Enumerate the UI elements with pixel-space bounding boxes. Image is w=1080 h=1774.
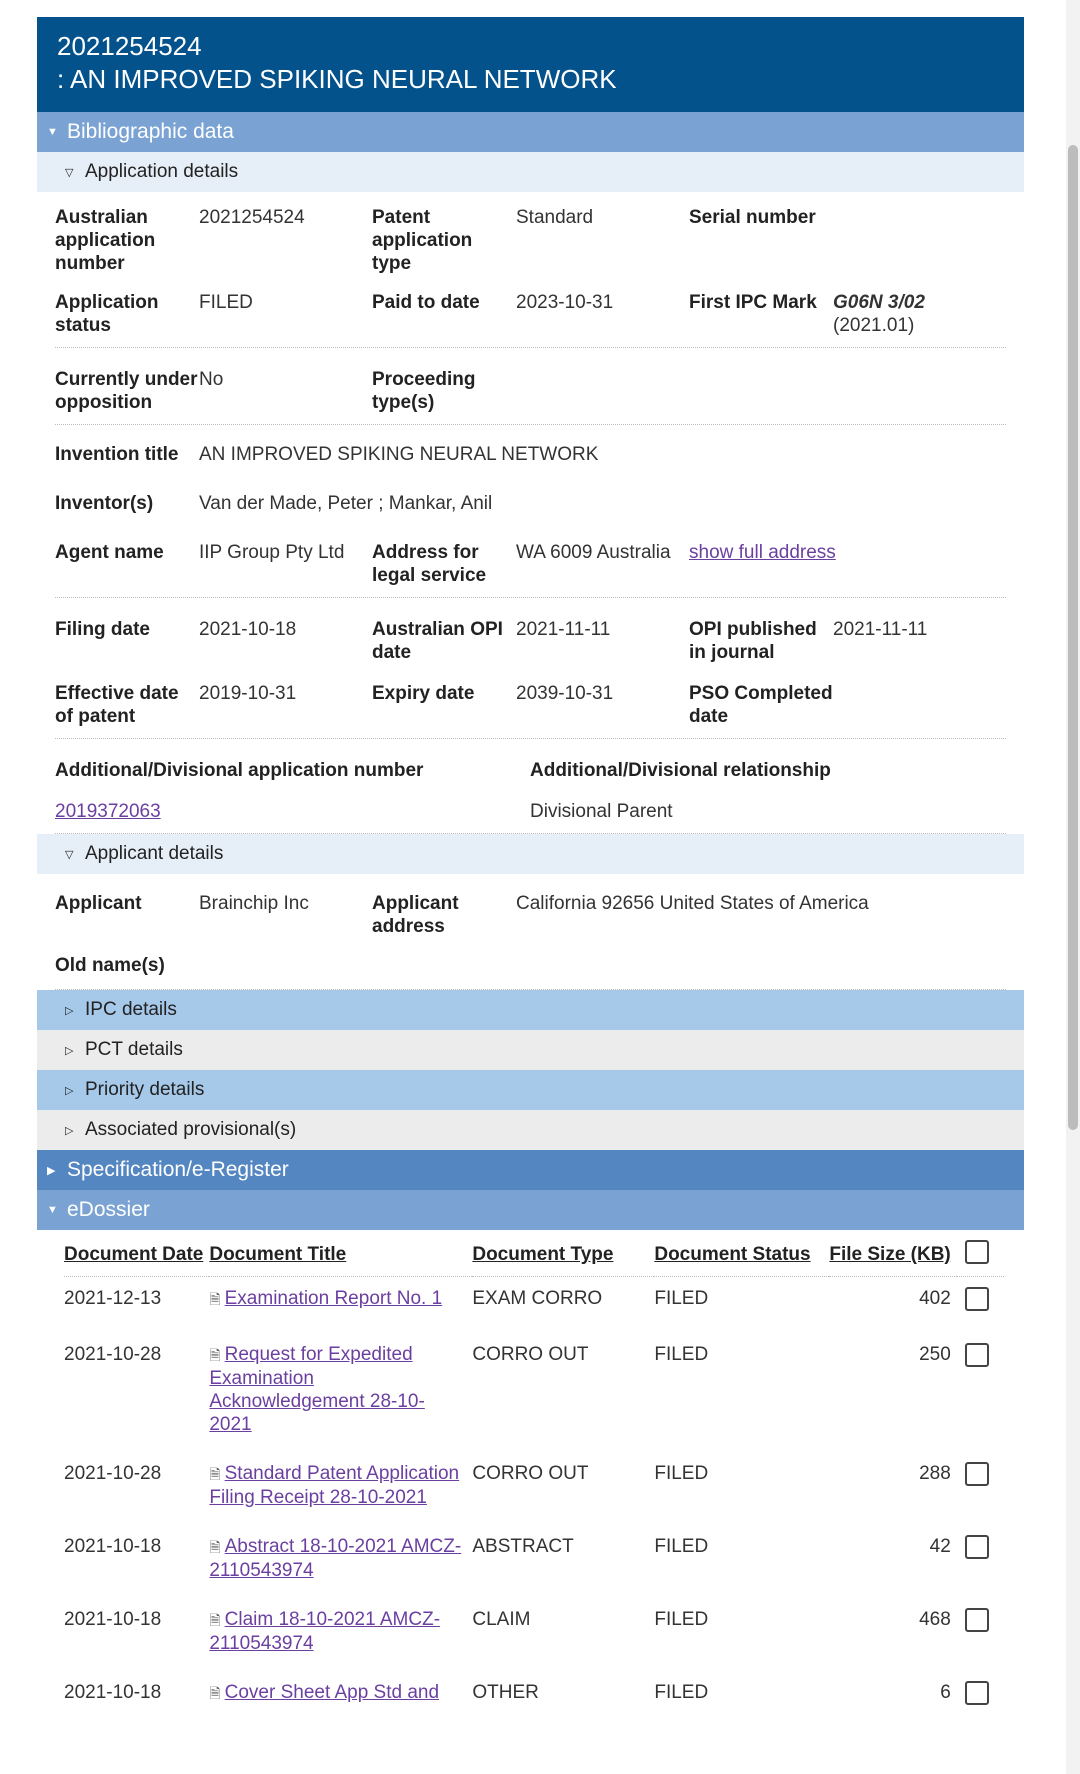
edossier-table xyxy=(64,1230,1004,1727)
applicant-details-content xyxy=(37,874,1024,990)
sort-document-date[interactable]: Document Date xyxy=(64,1230,209,1277)
triangle-right-icon: ▷ xyxy=(65,1044,74,1057)
document-title-cell xyxy=(209,1598,472,1671)
application-details-label: Application details xyxy=(85,161,239,182)
opposition-value: No xyxy=(199,369,224,390)
row-select-checkbox[interactable] xyxy=(965,1535,989,1559)
file-size: 6 xyxy=(940,1682,951,1703)
applicant-details-toggle[interactable] xyxy=(37,834,1024,874)
application-status-value: FILED xyxy=(199,292,253,313)
associated-provisionals-toggle[interactable] xyxy=(37,1110,1024,1150)
document-status: FILED xyxy=(654,1609,709,1630)
row-select-checkbox[interactable] xyxy=(965,1462,989,1486)
file-size: 468 xyxy=(919,1609,951,1630)
specification-register-toggle[interactable] xyxy=(37,1150,1024,1190)
applicant-details-label: Applicant details xyxy=(85,843,224,864)
document-status: FILED xyxy=(654,1682,709,1703)
document-type: CORRO OUT xyxy=(472,1463,589,1484)
additional-divisional-relationship-label: Additional/Divisional relationship xyxy=(530,760,831,781)
file-size: 402 xyxy=(919,1288,951,1309)
triangle-right-icon: ▷ xyxy=(65,1004,74,1017)
document-status: FILED xyxy=(654,1536,709,1557)
legal-service-address-label: Address for legal service xyxy=(372,542,487,586)
priority-details-toggle[interactable] xyxy=(37,1070,1024,1110)
agent-name-label: Agent name xyxy=(55,542,164,563)
table-row xyxy=(64,1525,1004,1598)
document-type: ABSTRACT xyxy=(472,1536,574,1557)
document-type: CLAIM xyxy=(472,1609,531,1630)
triangle-right-icon: ▶ xyxy=(47,1164,56,1177)
document-status: FILED xyxy=(654,1463,709,1484)
document-date: 2021-10-18 xyxy=(64,1682,162,1703)
first-ipc-mark-value xyxy=(833,291,993,337)
document-title-link[interactable]: Examination Report No. 1 xyxy=(224,1288,443,1309)
document-type: CORRO OUT xyxy=(472,1344,589,1365)
additional-divisional-relationship-value: Divisional Parent xyxy=(530,801,673,822)
opi-journal-label: OPI published in journal xyxy=(689,619,817,663)
edossier-toggle[interactable] xyxy=(37,1190,1024,1230)
scrollbar-thumb[interactable] xyxy=(1068,145,1078,1130)
document-title-cell xyxy=(209,1277,472,1334)
priority-details-label: Priority details xyxy=(85,1079,205,1100)
aus-app-number-label: Australian application number xyxy=(55,207,156,274)
document-date: 2021-12-13 xyxy=(64,1288,162,1309)
application-status-label: Application status xyxy=(55,292,159,336)
document-icon: 🗎 xyxy=(209,1291,221,1307)
document-icon: 🗎 xyxy=(209,1612,221,1628)
document-icon: 🗎 xyxy=(209,1347,221,1363)
first-ipc-mark-label: First IPC Mark xyxy=(689,292,817,313)
application-number-heading: 2021254524 xyxy=(57,31,202,61)
serial-number-label: Serial number xyxy=(689,207,816,228)
document-type: OTHER xyxy=(472,1682,539,1703)
applicant-address-label: Applicant address xyxy=(372,893,459,937)
opi-journal-value: 2021-11-11 xyxy=(833,619,928,640)
edossier-rows xyxy=(64,1277,1004,1728)
ipc-version: (2021.01) xyxy=(833,315,915,336)
select-all-checkbox[interactable] xyxy=(965,1240,989,1264)
specification-register-label: Specification/e-Register xyxy=(67,1158,289,1181)
triangle-right-icon: ▷ xyxy=(65,1124,74,1137)
document-icon: 🗎 xyxy=(209,1685,221,1701)
triangle-right-icon: ▷ xyxy=(65,1084,74,1097)
table-row xyxy=(64,1671,1004,1727)
old-names-label: Old name(s) xyxy=(55,955,165,976)
table-row xyxy=(64,1333,1004,1452)
pct-details-toggle[interactable] xyxy=(37,1030,1024,1070)
document-title-cell xyxy=(209,1525,472,1598)
row-select-checkbox[interactable] xyxy=(965,1681,989,1705)
document-title-cell xyxy=(209,1333,472,1452)
edossier-header-row xyxy=(64,1230,1004,1277)
inventors-value: Van der Made, Peter ; Mankar, Anil xyxy=(199,493,493,514)
row-select-checkbox[interactable] xyxy=(965,1287,989,1311)
effective-date-value: 2019-10-31 xyxy=(199,683,297,704)
document-date: 2021-10-28 xyxy=(64,1463,162,1484)
document-icon: 🗎 xyxy=(209,1466,221,1482)
serial-number-value xyxy=(833,206,993,275)
document-title-link[interactable]: Standard Patent Application Filing Receipt 28-10-2021 xyxy=(209,1463,460,1508)
triangle-down-icon: ▼ xyxy=(47,126,58,138)
document-type: EXAM CORRO xyxy=(472,1288,603,1309)
legal-service-address-value: WA 6009 Australia xyxy=(516,542,671,563)
file-size: 42 xyxy=(929,1536,951,1557)
invention-title-label: Invention title xyxy=(55,444,179,465)
ipc-details-toggle[interactable] xyxy=(37,990,1024,1030)
pso-completed-label: PSO Completed date xyxy=(689,683,833,727)
file-size: 288 xyxy=(919,1463,951,1484)
filing-date-label: Filing date xyxy=(55,619,150,640)
document-date: 2021-10-18 xyxy=(64,1536,162,1557)
inventors-label: Inventor(s) xyxy=(55,493,154,514)
proceeding-type-label: Proceeding type(s) xyxy=(372,369,476,413)
paid-to-date-value: 2023-10-31 xyxy=(516,292,614,313)
pct-details-label: PCT details xyxy=(85,1039,183,1060)
filing-date-value: 2021-10-18 xyxy=(199,619,297,640)
agent-name-value: IIP Group Pty Ltd xyxy=(199,542,345,563)
edossier-label: eDossier xyxy=(67,1198,150,1221)
scrollbar[interactable] xyxy=(1066,0,1080,1774)
pso-completed-value xyxy=(833,682,993,728)
application-details-content xyxy=(37,192,1024,834)
sort-document-status[interactable]: Document Status xyxy=(654,1230,829,1277)
document-status: FILED xyxy=(654,1288,709,1309)
document-title-link[interactable]: Cover Sheet App Std and xyxy=(224,1682,440,1703)
document-title-cell xyxy=(209,1671,472,1727)
expiry-date-label: Expiry date xyxy=(372,683,475,704)
file-size: 250 xyxy=(919,1344,951,1365)
ipc-details-label: IPC details xyxy=(85,999,177,1020)
opi-date-label: Australian OPI date xyxy=(372,619,503,663)
document-title-link[interactable]: Request for Expedited Examination Acknowledgement 28-10-2021 xyxy=(209,1344,425,1435)
document-title-cell xyxy=(209,1452,472,1525)
applicant-address-value: California 92656 United States of America xyxy=(516,893,869,914)
paid-to-date-label: Paid to date xyxy=(372,292,480,313)
patent-record-page xyxy=(37,17,1024,1727)
expiry-date-value: 2039-10-31 xyxy=(516,683,614,704)
document-icon: 🗎 xyxy=(209,1539,221,1555)
patent-type-label: Patent application type xyxy=(372,207,473,274)
edossier-content xyxy=(37,1230,1024,1727)
opi-date-value: 2021-11-11 xyxy=(516,619,611,640)
row-select-checkbox[interactable] xyxy=(965,1343,989,1367)
sort-document-type[interactable]: Document Type xyxy=(472,1230,654,1277)
ipc-code: G06N 3/02 xyxy=(833,292,925,313)
additional-divisional-number-label: Additional/Divisional application number xyxy=(55,760,424,781)
applicant-value: Brainchip Inc xyxy=(199,893,309,914)
divisional-application-link[interactable]: 2019372063 xyxy=(55,801,161,822)
bibliographic-data-toggle[interactable] xyxy=(37,112,1024,152)
aus-app-number-value: 2021254524 xyxy=(199,207,305,228)
invention-title-value: AN IMPROVED SPIKING NEURAL NETWORK xyxy=(199,444,599,465)
document-title-link[interactable]: Claim 18-10-2021 AMCZ-2110543974 xyxy=(209,1609,441,1654)
document-title-link[interactable]: Abstract 18-10-2021 AMCZ-2110543974 xyxy=(209,1536,462,1581)
document-status: FILED xyxy=(654,1344,709,1365)
triangle-down-icon: ▼ xyxy=(47,1204,58,1216)
document-date: 2021-10-18 xyxy=(64,1609,162,1630)
invention-title-heading: : AN IMPROVED SPIKING NEURAL NETWORK xyxy=(57,64,617,94)
document-date: 2021-10-28 xyxy=(64,1344,162,1365)
show-full-address-link[interactable]: show full address xyxy=(689,542,836,563)
sort-file-size[interactable]: File Size (KB) xyxy=(829,1230,956,1277)
associated-provisionals-label: Associated provisional(s) xyxy=(85,1119,297,1140)
applicant-label: Applicant xyxy=(55,893,142,914)
bibliographic-data-label: Bibliographic data xyxy=(67,120,234,143)
effective-date-label: Effective date of patent xyxy=(55,683,179,727)
patent-type-value: Standard xyxy=(516,207,594,228)
sort-document-title[interactable]: Document Title xyxy=(209,1230,472,1277)
page-header xyxy=(37,17,1024,112)
row-select-checkbox[interactable] xyxy=(965,1608,989,1632)
application-details-toggle[interactable] xyxy=(37,152,1024,192)
triangle-down-icon: ▽ xyxy=(65,848,74,861)
triangle-down-icon: ▽ xyxy=(65,166,74,179)
table-row xyxy=(64,1277,1004,1334)
table-row xyxy=(64,1452,1004,1525)
proceeding-type-value xyxy=(516,368,689,414)
opposition-label: Currently under opposition xyxy=(55,369,198,413)
table-row xyxy=(64,1598,1004,1671)
